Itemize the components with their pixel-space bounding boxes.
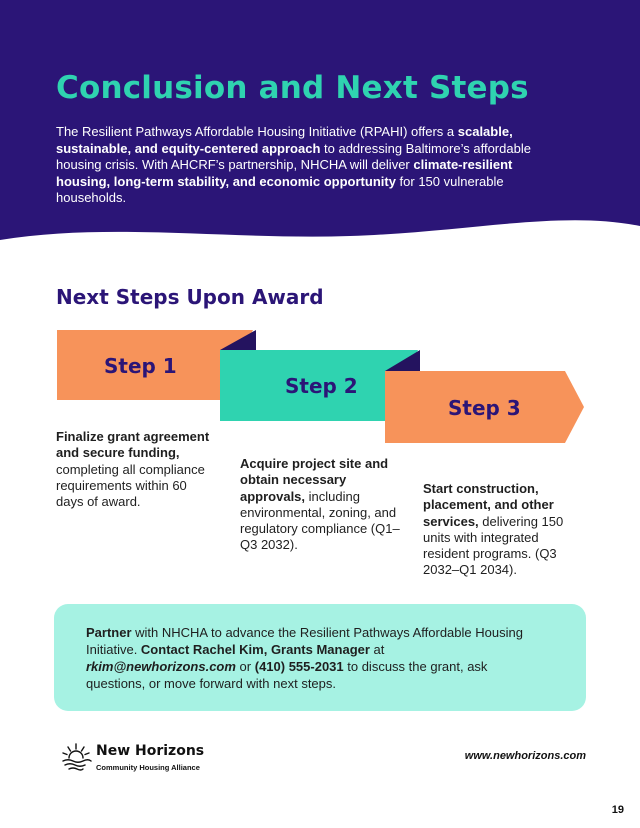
website-link[interactable]: www.newhorizons.com	[464, 750, 586, 762]
page-title: Conclusion and Next Steps	[56, 70, 529, 106]
step-1-description: Finalize grant agreement and secure funding, completing all compliance requirements within 60 days of award.	[56, 429, 210, 510]
contact-callout	[54, 604, 586, 711]
contact-text: Partner with NHCHA to advance the Resilient Pathways Affordable Housing Initiative. Contact Rachel Kim, Grants Manager at rkim@newhorizons.com or (410) 555-2031 to discuss the grant, ask questions, or move forward with next steps.	[86, 625, 523, 691]
step-1-label: Step 1	[104, 354, 177, 378]
org-subtitle: Community Housing Alliance	[96, 763, 200, 772]
intro-paragraph: The Resilient Pathways Affordable Housing Initiative (RPAHI) offers a scalable, sustainable, and equity-centered approach to addressing Baltimore’s affordable housing crisis. With AHCRF’s partnership, NHCHA will deliver climate-resilient housing, long-term stability, and economic opportunity for 150 vulnerable households.	[56, 124, 531, 205]
page-number: 19	[611, 804, 624, 816]
step-3-description: Start construction, placement, and other services, delivering 150 units with integrated resident programs. (Q3 2032–Q1 2034).	[423, 481, 564, 578]
hero-banner	[0, 0, 640, 260]
sunrise-icon	[60, 742, 92, 772]
section-title: Next Steps Upon Award	[56, 285, 324, 309]
org-name: New Horizons	[96, 743, 205, 759]
org-logo	[60, 742, 240, 778]
step-2-description: Acquire project site and obtain necessary approvals, including environmental, zoning, and regulatory compliance (Q1–Q3 2032).	[240, 456, 400, 553]
phone-number: (410) 555-2031	[254, 659, 344, 674]
step-3-label: Step 3	[448, 396, 521, 420]
step-2-label: Step 2	[285, 374, 358, 398]
email-link[interactable]: rkim@newhorizons.com	[86, 659, 236, 674]
